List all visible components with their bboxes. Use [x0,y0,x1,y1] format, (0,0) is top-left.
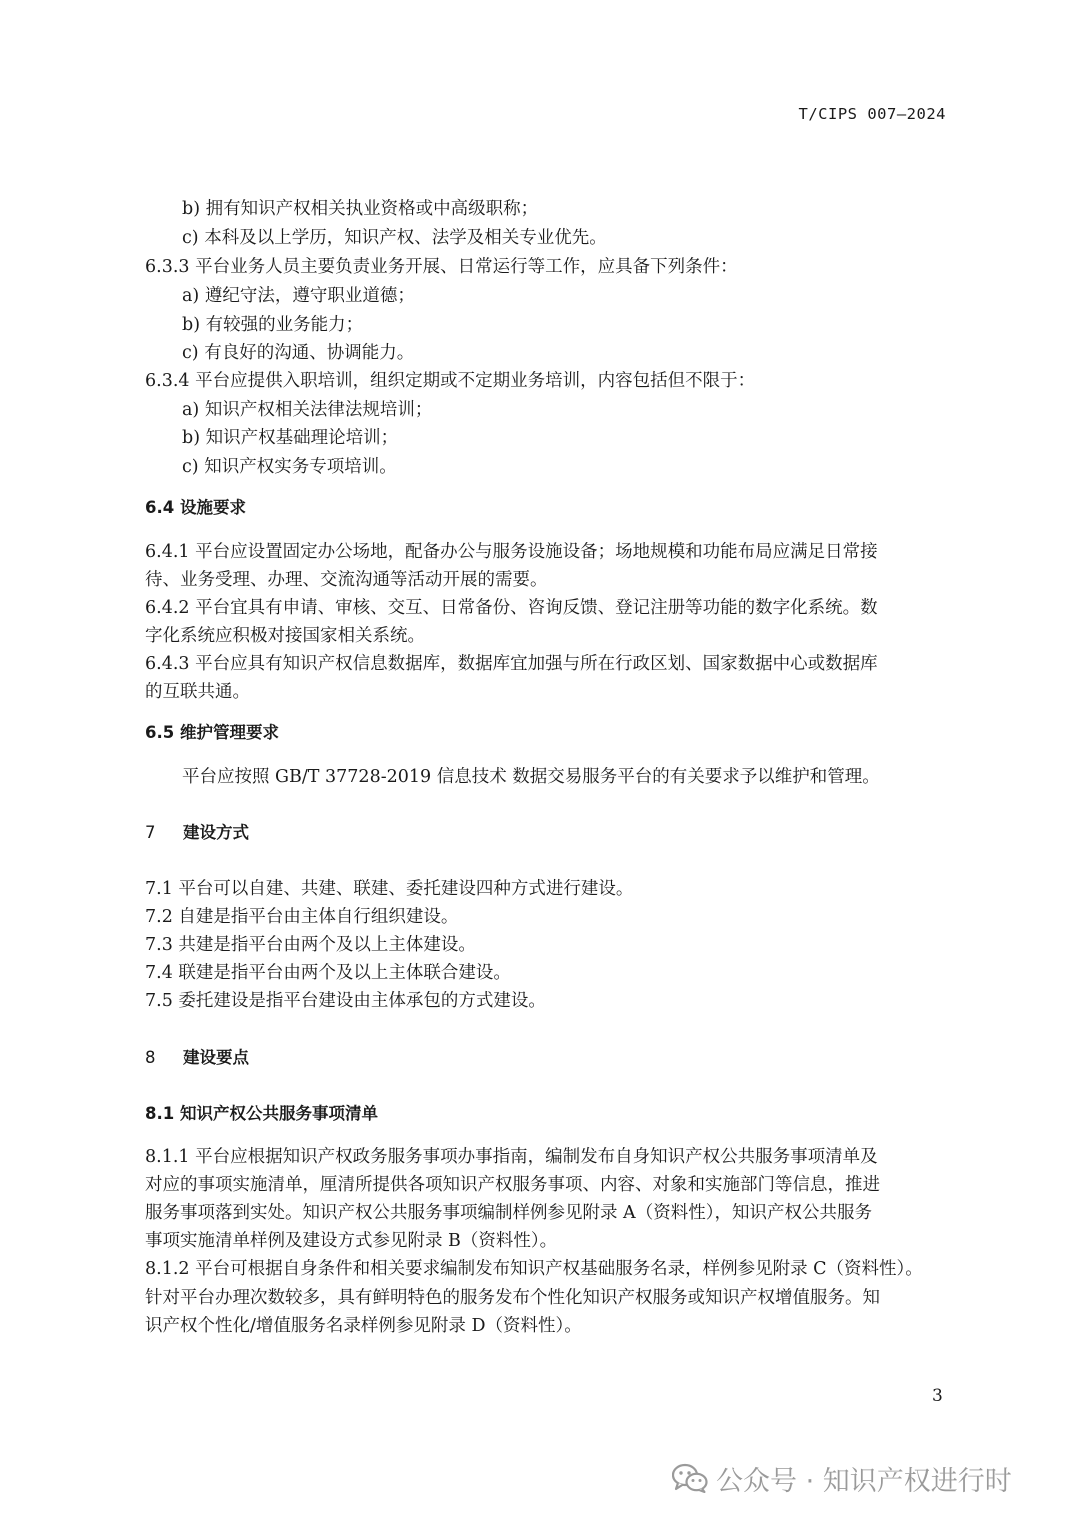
text-line: a) 知识产权相关法律法规培训； [182,400,433,420]
text-line: 服务事项落到实处。知识产权公共服务事项编制样例参见附录 A（资料性），知识产权公共服务 [145,1203,872,1223]
text-line: a) 遵纪守法，遵守职业道德； [182,286,415,306]
text-line: 7.3 共建是指平台由两个及以上主体建设。 [145,935,476,955]
text-line: b) 拥有知识产权相关执业资格或中高级职称； [182,199,539,219]
section-heading: 6.4 设施要求 [145,498,246,517]
text-line: c) 有良好的沟通、协调能力。 [182,343,415,363]
text-line: 6.3.4 平台应提供入职培训，组织定期或不定期业务培训，内容包括但不限于： [145,371,756,391]
text-line: 待、业务受理、办理、交流沟通等活动开展的需要。 [145,570,548,590]
chapter-number: 8 [145,1048,156,1067]
section-heading: 6.5 维护管理要求 [145,723,279,742]
text-line: b) 知识产权基础理论培训； [182,428,399,448]
text-line: 6.4.2 平台宜具有申请、审核、交互、日常备份、咨询反馈、登记注册等功能的数字化系统。数 [145,598,878,618]
chapter-number: 7 [145,823,156,842]
watermark [672,1458,1012,1498]
text-line: 6.4.3 平台应具有知识产权信息数据库，数据库宜加强与所在行政区划、国家数据中心或数据库 [145,654,878,674]
text-line: 6.3.3 平台业务人员主要负责业务开展、日常运行等工作，应具备下列条件： [145,257,738,277]
text-line: 7.5 委托建设是指平台建设由主体承包的方式建设。 [145,991,546,1011]
page-number: 3 [932,1386,943,1406]
chapter-heading [145,1046,249,1070]
chapter-title: 建设要点 [183,1048,249,1067]
text-line: 7.2 自建是指平台由主体自行组织建设。 [145,907,459,927]
wechat-icon [672,1463,708,1493]
text-line: 平台应按照 GB/T 37728-2019 信息技术 数据交易服务平台的有关要求予以维护和管理。 [182,767,880,787]
text-line: 7.1 平台可以自建、共建、联建、委托建设四种方式进行建设。 [145,879,634,899]
text-line: 8.1.1 平台应根据知识产权政务服务事项办事指南，编制发布自身知识产权公共服务事项清单及 [145,1147,878,1167]
text-line: 7.4 联建是指平台由两个及以上主体联合建设。 [145,963,511,983]
text-line: c) 知识产权实务专项培训。 [182,457,397,477]
watermark-text: 公众号 · 知识产权进行时 [716,1465,1012,1497]
text-line: 识产权个性化/增值服务名录样例参见附录 D（资料性）。 [145,1316,582,1336]
text-line: 6.4.1 平台应设置固定办公场地，配备办公与服务设施设备；场地规模和功能布局应满足日常接 [145,542,878,562]
document-code: T/CIPS 007—2024 [798,105,946,123]
chapter-heading [145,821,249,845]
text-line: 8.1.2 平台可根据自身条件和相关要求编制发布知识产权基础服务名录，样例参见附录 C（资料性）。 [145,1259,923,1279]
chapter-title: 建设方式 [183,823,249,842]
text-line: 对应的事项实施清单，厘清所提供各项知识产权服务事项、内容、对象和实施部门等信息，推进 [145,1175,880,1195]
text-line: 的互联共通。 [145,682,250,702]
text-line: c) 本科及以上学历，知识产权、法学及相关专业优先。 [182,228,607,248]
text-line: 字化系统应积极对接国家相关系统。 [145,626,425,646]
text-line: 事项实施清单样例及建设方式参见附录 B（资料性）。 [145,1231,558,1251]
text-line: b) 有较强的业务能力； [182,315,364,335]
section-heading: 8.1 知识产权公共服务事项清单 [145,1104,378,1123]
text-line: 针对平台办理次数较多，具有鲜明特色的服务发布个性化知识产权服务或知识产权增值服务。知 [145,1288,880,1308]
